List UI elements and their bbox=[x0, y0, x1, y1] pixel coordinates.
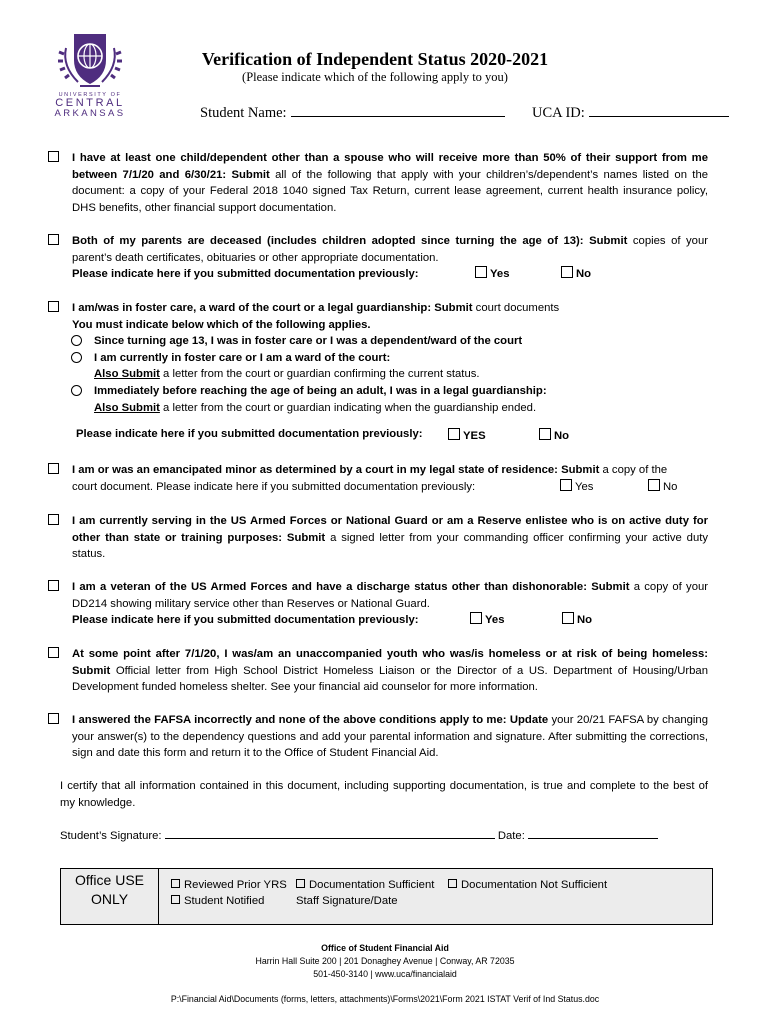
foster-option-3-radio[interactable] bbox=[71, 385, 82, 396]
uca-id-line[interactable] bbox=[589, 102, 729, 117]
logo-line-2: CENTRAL bbox=[55, 97, 125, 109]
office-notified-label: Student Notified bbox=[184, 895, 265, 907]
parents-deceased-text: copies of your parent’s death certificates, obituaries or other appropriate documentation. bbox=[72, 235, 708, 264]
office-not-sufficient[interactable] bbox=[448, 879, 607, 891]
dependents-checkbox[interactable] bbox=[48, 151, 59, 162]
office-not-sufficient-box[interactable] bbox=[448, 879, 457, 888]
dependents-bold: I have at least one child/dependent other than a spouse who will receive more than 50% of their support from me between 7/1/20 and 6/30/21: bbox=[72, 152, 708, 181]
office-sufficient-box[interactable] bbox=[296, 879, 305, 888]
student-name-field[interactable] bbox=[200, 102, 505, 122]
homeless-submit: Submit bbox=[72, 664, 111, 677]
foster-option-2-text: a letter from the court or guardian confirming the current status. bbox=[163, 368, 480, 381]
emancipated-checkbox[interactable] bbox=[48, 463, 59, 474]
foster-care-no-label: No bbox=[554, 430, 570, 442]
uca-id-field[interactable] bbox=[532, 102, 729, 122]
parents-deceased-no-label: No bbox=[576, 268, 592, 281]
emancipated-no-label: No bbox=[663, 480, 678, 493]
veteran-yes[interactable] bbox=[470, 612, 504, 629]
office-notified[interactable] bbox=[171, 895, 264, 907]
emancipated-yes[interactable] bbox=[560, 479, 593, 496]
fafsa-bold: I answered the FAFSA incorrectly and none of the above conditions apply to me: bbox=[72, 714, 507, 726]
foster-care-bold: I am/was in foster care, a ward of the court or a legal guardianship: bbox=[72, 302, 432, 314]
emancipated-no[interactable] bbox=[648, 479, 677, 496]
armed-forces-submit: Submit bbox=[286, 531, 326, 544]
logo-line-3: ARKANSAS bbox=[54, 108, 126, 119]
footer-office: Office of Student Financial Aid bbox=[321, 943, 449, 953]
veteran-bold: I am a veteran of the US Armed Forces and have a discharge status other than dishonorable: bbox=[72, 581, 587, 593]
signature-line[interactable] bbox=[165, 826, 495, 839]
foster-option-1[interactable] bbox=[72, 333, 708, 350]
office-reviewed[interactable] bbox=[171, 879, 287, 891]
office-use-title-line-1: Office USE bbox=[75, 872, 144, 888]
section-fafsa bbox=[48, 712, 708, 762]
foster-care-yes-box[interactable] bbox=[448, 428, 460, 440]
armed-forces-checkbox[interactable] bbox=[48, 514, 59, 525]
office-not-sufficient-label: Documentation Not Sufficient bbox=[461, 879, 608, 891]
parents-deceased-checkbox[interactable] bbox=[48, 234, 59, 245]
foster-care-prompt-row bbox=[76, 428, 696, 444]
section-veteran bbox=[48, 579, 708, 629]
foster-care-no-box[interactable] bbox=[539, 428, 551, 440]
section-foster-care bbox=[48, 300, 708, 416]
homeless-checkbox[interactable] bbox=[48, 647, 59, 658]
section-homeless bbox=[48, 646, 708, 696]
date-line[interactable] bbox=[528, 826, 658, 839]
veteran-no[interactable] bbox=[562, 612, 592, 629]
foster-care-must: You must indicate below which of the following applies. bbox=[72, 318, 371, 331]
foster-option-1-radio[interactable] bbox=[71, 335, 82, 346]
page-subtitle: (Please indicate which of the following apply to you) bbox=[242, 70, 508, 84]
uca-id-label: UCA ID: bbox=[532, 105, 585, 121]
parents-deceased-no-box[interactable] bbox=[561, 266, 573, 278]
office-use-title bbox=[61, 869, 159, 924]
office-use-box bbox=[60, 868, 713, 925]
foster-care-yes[interactable] bbox=[448, 428, 486, 442]
fafsa-update: Update bbox=[509, 714, 549, 726]
signature-label: Student’s Signature: bbox=[60, 830, 162, 842]
office-notified-box[interactable] bbox=[171, 895, 180, 904]
veteran-no-label: No bbox=[577, 614, 593, 627]
fafsa-checkbox[interactable] bbox=[48, 713, 59, 724]
office-sufficient-label: Documentation Sufficient bbox=[309, 879, 435, 891]
office-sufficient[interactable] bbox=[296, 879, 434, 891]
student-name-line[interactable] bbox=[291, 102, 505, 117]
foster-care-text: court documents bbox=[475, 302, 560, 314]
foster-care-yes-label: YES bbox=[463, 430, 486, 442]
foster-option-3[interactable] bbox=[72, 383, 708, 416]
section-parents-deceased bbox=[48, 233, 708, 283]
emancipated-text-2: court document. Please indicate here if you submitted documentation previously: bbox=[72, 480, 476, 493]
section-dependents bbox=[48, 150, 708, 216]
foster-care-submit: Submit bbox=[434, 302, 473, 314]
file-path: P:\Financial Aid\Documents (forms, letters, attachments)\Forms\2021\Form 2021 ISTAT Verif of Ind Status.doc bbox=[170, 994, 600, 1004]
armed-forces-text: a signed letter from your commanding officer confirming your active duty status. bbox=[72, 531, 709, 561]
veteran-prompt: Please indicate here if you submitted documentation previously: bbox=[72, 614, 419, 627]
parents-deceased-yes[interactable] bbox=[475, 266, 509, 283]
foster-option-1-label: Since turning age 13, I was in foster care or I was a dependent/ward of the court bbox=[94, 335, 523, 348]
foster-option-2-radio[interactable] bbox=[71, 352, 82, 363]
signature-row bbox=[60, 826, 720, 842]
uca-crest-icon bbox=[40, 30, 140, 92]
office-use-title-line-2: ONLY bbox=[90, 891, 129, 907]
foster-care-checkbox[interactable] bbox=[48, 301, 59, 312]
veteran-text: a copy of your DD214 showing military service other than Reserves or National Guard. bbox=[72, 581, 709, 610]
footer bbox=[0, 942, 770, 981]
foster-care-no[interactable] bbox=[539, 428, 569, 442]
parents-deceased-bold: Both of my parents are deceased (includes children adopted since turning the age of 13): bbox=[72, 235, 584, 247]
section-emancipated-minor bbox=[48, 462, 708, 495]
footer-address: Harrin Hall Suite 200 | 201 Donaghey Avenue | Conway, AR 72035 bbox=[255, 956, 515, 966]
veteran-yes-label: Yes bbox=[485, 614, 505, 627]
office-staff-signature[interactable]: Staff Signature/Date bbox=[296, 895, 398, 907]
foster-option-2[interactable] bbox=[72, 350, 708, 383]
emancipated-yes-label: Yes bbox=[575, 480, 594, 493]
foster-care-prompt: Please indicate here if you submitted documentation previously: bbox=[76, 428, 423, 440]
emancipated-bold: I am or was an emancipated minor as determined by a court in my legal state of residence: bbox=[72, 464, 558, 476]
emancipated-submit: Submit bbox=[561, 464, 600, 476]
section-armed-forces bbox=[48, 513, 708, 563]
student-name-label: Student Name: bbox=[200, 105, 287, 121]
dependents-submit: Submit bbox=[231, 168, 270, 181]
veteran-checkbox[interactable] bbox=[48, 580, 59, 591]
parents-deceased-yes-label: Yes bbox=[490, 268, 510, 281]
footer-contact: 501-450-3140 | www.uca/financialaid bbox=[313, 969, 457, 979]
dependents-text: all of the following that apply with your children’s/dependent’s names listed on the document: a copy of your Federal 2018 1040 signed Tax Return, current lease agreement, current health insurance policy, DHS benefits, other financial support documentation. bbox=[72, 168, 709, 214]
veteran-no-box[interactable] bbox=[562, 612, 574, 624]
emancipated-no-box[interactable] bbox=[648, 479, 660, 491]
veteran-submit: Submit bbox=[591, 581, 630, 593]
homeless-bold: At some point after 7/1/20, I was/am an unaccompanied youth who was/is homeless or at risk of being homeless: bbox=[72, 648, 708, 660]
parents-deceased-prompt: Please indicate here if you submitted documentation previously: bbox=[72, 268, 419, 281]
parents-deceased-yes-box[interactable] bbox=[475, 266, 487, 278]
foster-option-2-label: I am currently in foster care or I am a ward of the court: bbox=[94, 351, 391, 364]
emancipated-yes-box[interactable] bbox=[560, 479, 572, 491]
foster-option-3-text: a letter from the court or guardian indicating when the guardianship ended. bbox=[163, 401, 537, 414]
logo-line-1: UNIVERSITY OF bbox=[58, 92, 122, 98]
foster-option-2-also: Also Submit bbox=[94, 368, 160, 381]
date-label: Date: bbox=[497, 830, 525, 842]
parents-deceased-submit: Submit bbox=[589, 235, 628, 247]
office-reviewed-label: Reviewed Prior YRS bbox=[184, 879, 287, 891]
parents-deceased-no[interactable] bbox=[561, 266, 591, 283]
office-reviewed-box[interactable] bbox=[171, 879, 180, 888]
veteran-yes-box[interactable] bbox=[470, 612, 482, 624]
armed-forces-bold: I am currently serving in the US Armed Forces or National Guard or am a Reserve enlistee who is on active duty for other than state or training purposes: bbox=[72, 515, 708, 544]
certification-statement: I certify that all information contained in this document, including supporting documentation, is true and complete to the best of my knowledge. bbox=[60, 780, 708, 809]
foster-option-3-label: Immediately before reaching the age of being an adult, I was in a legal guardianship: bbox=[94, 384, 547, 397]
page-title: Verification of Independent Status 2020-2021 bbox=[201, 49, 549, 69]
homeless-text: Official letter from High School District Homeless Liaison or the Director of a US. Department of Housing/Urban Development funded homeless shelter. See your financial aid counselor for more information. bbox=[72, 664, 708, 694]
emancipated-text-1: a copy of the bbox=[602, 464, 668, 476]
uca-logo bbox=[40, 30, 140, 122]
fafsa-text: your 20/21 FAFSA by changing your answer(s) to the dependency questions and add your parental information and signature. After submitting the corrections, sign and date this form and return it to the Office of Student Financial Aid. bbox=[72, 714, 708, 760]
foster-option-3-also: Also Submit bbox=[94, 401, 160, 414]
